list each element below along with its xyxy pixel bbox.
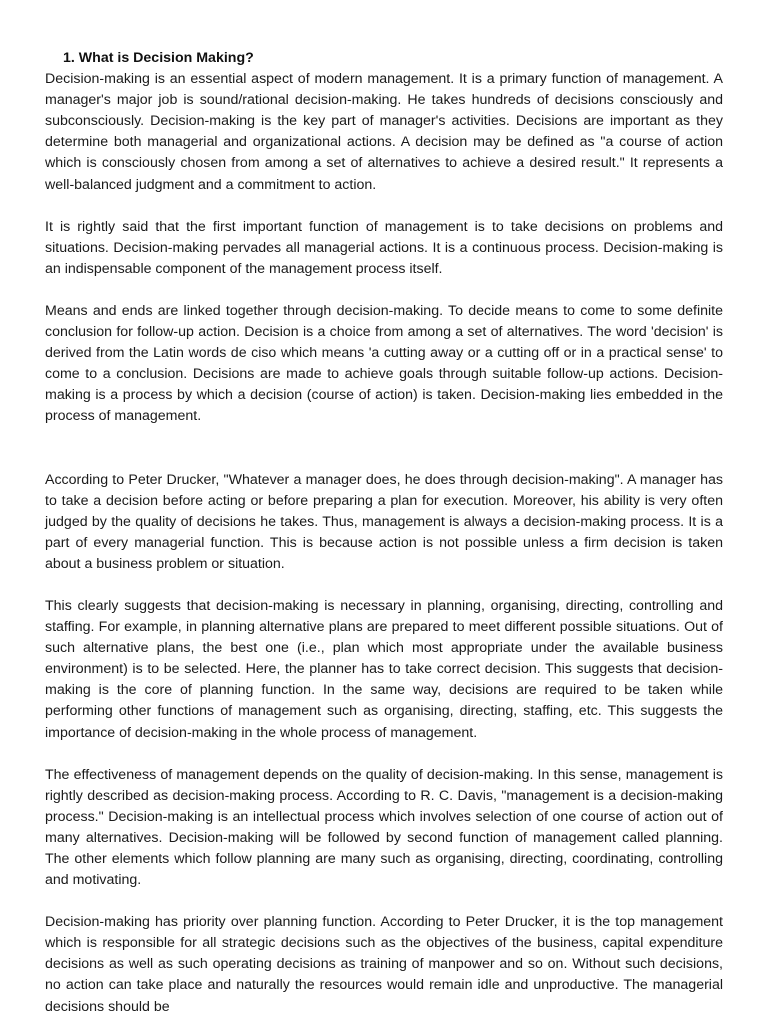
paragraph-5: This clearly suggests that decision-making is necessary in planning, organising, directing, controlling and staffing. For example, in planning alternative plans are prepared to meet different possible situations. Out of such alternative plans, the best one (i.e., plan which most appropriate under the available business environment) is to be selected. Here, the planner has to take correct decision. This suggests that decision-making is the core of planning function. In the same way, decisions are required to be taken while performing other functions of management such as organising, directing, staffing, etc. This suggests the importance of decision-making in the whole process of management. — [45, 597, 723, 741]
section-heading: 1. What is Decision Making? — [63, 50, 254, 66]
paragraph-7: Decision-making has priority over planning function. According to Peter Drucker, it is the top management which is responsible for all strategic decisions such as the objectives of the business, capital expenditure decisions as well as such operating decisions as training of manpower and so on. Without such decisions, no action can take place and naturally the resources would remain idle and unproductive. The managerial decisions should be — [45, 914, 723, 1015]
paragraph-4: According to Peter Drucker, "Whatever a manager does, he does through decision-making". A manager has to take a decision before acting or before preparing a plan for execution. Moreover, his ability is very often judged by the quality of decisions he takes. Thus, management is always a decision-making process. It is a part of every managerial function. This is because action is not possible unless a firm decision is taken about a business problem or situation. — [45, 471, 723, 572]
paragraph-1: Decision-making is an essential aspect of modern management. It is a primary function of management. A manager's major job is sound/rational decision-making. He takes hundreds of decisions consciously and subconsciously. Decision-making is the key part of manager's activities. Decisions are important as they determine both managerial and organizational actions. A decision may be defined as "a course of action which is consciously chosen from among a set of alternatives to achieve a desired result." It represents a well-balanced judgment and a commitment to action. — [45, 71, 723, 193]
paragraph-2: It is rightly said that the first important function of management is to take decisions on problems and situations. Decision-making pervades all managerial actions. It is a continuous process. Decision-making is an indispensable component of the management process itself. — [45, 218, 723, 277]
paragraph-3: Means and ends are linked together through decision-making. To decide means to come to some definite conclusion for follow-up action. Decision is a choice from among a set of alternatives. The word 'decision' is derived from the Latin words de ciso which means 'a cutting away or a cutting off or in a practical sense' to come to a conclusion. Decisions are made to achieve goals through suitable follow-up actions. Decision-making is a process by which a decision (course of action) is taken. Decision-making lies embedded in the process of management. — [45, 302, 723, 425]
document-body — [45, 48, 723, 1018]
paragraph-6: The effectiveness of management depends on the quality of decision-making. In this sense, management is rightly described as decision-making process. According to R. C. Davis, "management is a decision-making process." Decision-making is an intellectual process which involves selection of one course of action out of many alternatives. Decision-making will be followed by second function of management called planning. The other elements which follow planning are many such as organising, directing, coordinating, controlling and motivating. — [45, 766, 723, 889]
